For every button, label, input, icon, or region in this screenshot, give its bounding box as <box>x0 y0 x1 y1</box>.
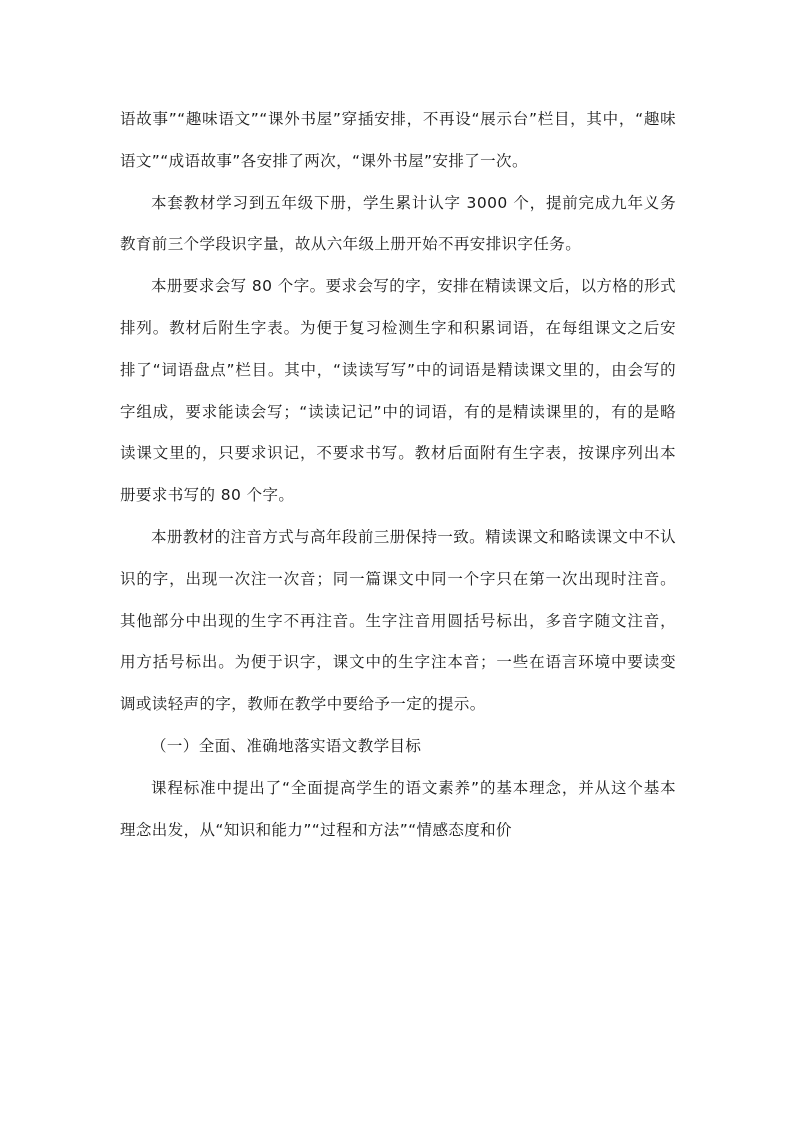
paragraph-3: 本册要求会写 80 个字。要求会写的字，安排在精读课文后，以方格的形式排列。教材后附生字表。为便于复习检测生字和积累词语，在每组课文之后安排了“词语盘点”栏目。其中，“读读写写”中的词语是精读课文里的，由会写的字组成，要求能读会写；“读读记记”中的词语，有的是精读课里的，有的是略读课文里的，只要求识记，不要求书写。教材后面附有生字表，按课序列出本册要求书写的 80 个字。 <box>120 277 676 505</box>
document-page <box>120 0 676 851</box>
paragraph-4: 本册教材的注音方式与高年段前三册保持一致。精读课文和略读课文中不认识的字，出现一次注一次音；同一篇课文中同一个字只在第一次出现时注音。其他部分中出现的生字不再注音。生字注音用圆括号标出，多音字随文注音，用方括号标出。为便于识字，课文中的生字注本音；一些在语言环境中要读变调或读轻声的字，教师在教学中要给予一定的提示。 <box>120 527 676 714</box>
paragraph-1: 语故事”“趣味语文”“课外书屋”穿插安排，不再设“展示台”栏目，其中，“趣味语文”“成语故事”各安排了两次，“课外书屋”安排了一次。 <box>120 110 676 170</box>
section-heading: （一）全面、准确地落实语文教学目标 <box>151 736 422 755</box>
paragraph-2: 本套教材学习到五年级下册，学生累计认字 3000 个，提前完成九年义务教育前三个学段识字量，故从六年级上册开始不再安排识字任务。 <box>120 193 676 254</box>
paragraph-5: 课程标准中提出了“全面提高学生的语文素养”的基本理念，并从这个基本理念出发，从“知识和能力”“过程和方法”“情感态度和价 <box>120 778 676 839</box>
